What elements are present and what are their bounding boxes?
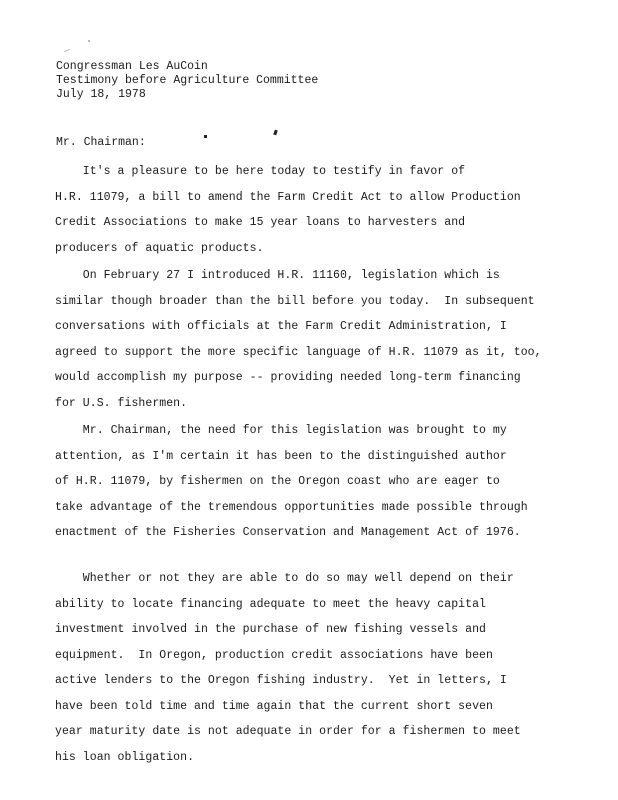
- paragraph-2: [55, 263, 600, 416]
- text-line: producers of aquatic products.: [55, 241, 264, 255]
- text-line: It's a pleasure to be here today to testify in favor of: [55, 165, 466, 178]
- text-line: attention, as I'm certain it has been to the distinguished author: [55, 449, 507, 463]
- text-line: for U.S. fishermen.: [55, 396, 188, 410]
- text-line: active lenders to the Oregon fishing industry. Yet in letters, I: [55, 674, 507, 687]
- paragraph-3: [55, 418, 600, 546]
- text-line: equipment. In Oregon, production credit associations have been: [55, 648, 493, 662]
- scan-mark: [64, 49, 70, 52]
- text-line: H.R. 11079, a bill to amend the Farm Credit Act to allow Production: [55, 190, 521, 204]
- scan-mark: [88, 40, 90, 42]
- text-line: year maturity date is not adequate in order for a fishermen to meet: [55, 725, 521, 738]
- header-date: July 18, 1978: [56, 88, 146, 101]
- text-line: Whether or not they are able to do so may well depend on their: [55, 572, 514, 585]
- text-line: have been told time and time again that the current short seven: [55, 699, 493, 713]
- text-line: conversations with officials at the Farm Credit Administration, I: [55, 320, 507, 333]
- salutation: Mr. Chairman:: [56, 136, 146, 149]
- text-line: of H.R. 11079, by fishermen on the Oregon coast who are eager to: [55, 475, 500, 488]
- header-author: Congressman Les AuCoin: [56, 60, 208, 73]
- text-line: enactment of the Fisheries Conservation and Management Act of 1976.: [55, 526, 521, 539]
- text-line: similar though broader than the bill before you today. In subsequent: [55, 294, 535, 308]
- scan-mark: [273, 130, 278, 136]
- scan-mark: [204, 135, 207, 138]
- text-line: his loan obligation.: [55, 750, 195, 764]
- text-line: would accomplish my purpose -- providing needed long-term financing: [55, 371, 521, 384]
- text-line: investment involved in the purchase of new fishing vessels and: [55, 623, 486, 636]
- text-line: Credit Associations to make 15 year loans to harvesters and: [55, 216, 466, 229]
- paragraph-1: [55, 159, 600, 261]
- text-line: take advantage of the tremendous opportunities made possible through: [55, 500, 528, 514]
- paragraph-4: [55, 566, 600, 770]
- text-line: On February 27 I introduced H.R. 11160, legislation which is: [55, 269, 500, 282]
- header-subject: Testimony before Agriculture Committee: [56, 74, 319, 87]
- text-line: ability to locate financing adequate to meet the heavy capital: [55, 597, 486, 611]
- text-line: agreed to support the more specific language of H.R. 11079 as it, too,: [55, 345, 542, 359]
- document-header: [56, 60, 318, 102]
- text-line: Mr. Chairman, the need for this legislation was brought to my: [55, 424, 507, 437]
